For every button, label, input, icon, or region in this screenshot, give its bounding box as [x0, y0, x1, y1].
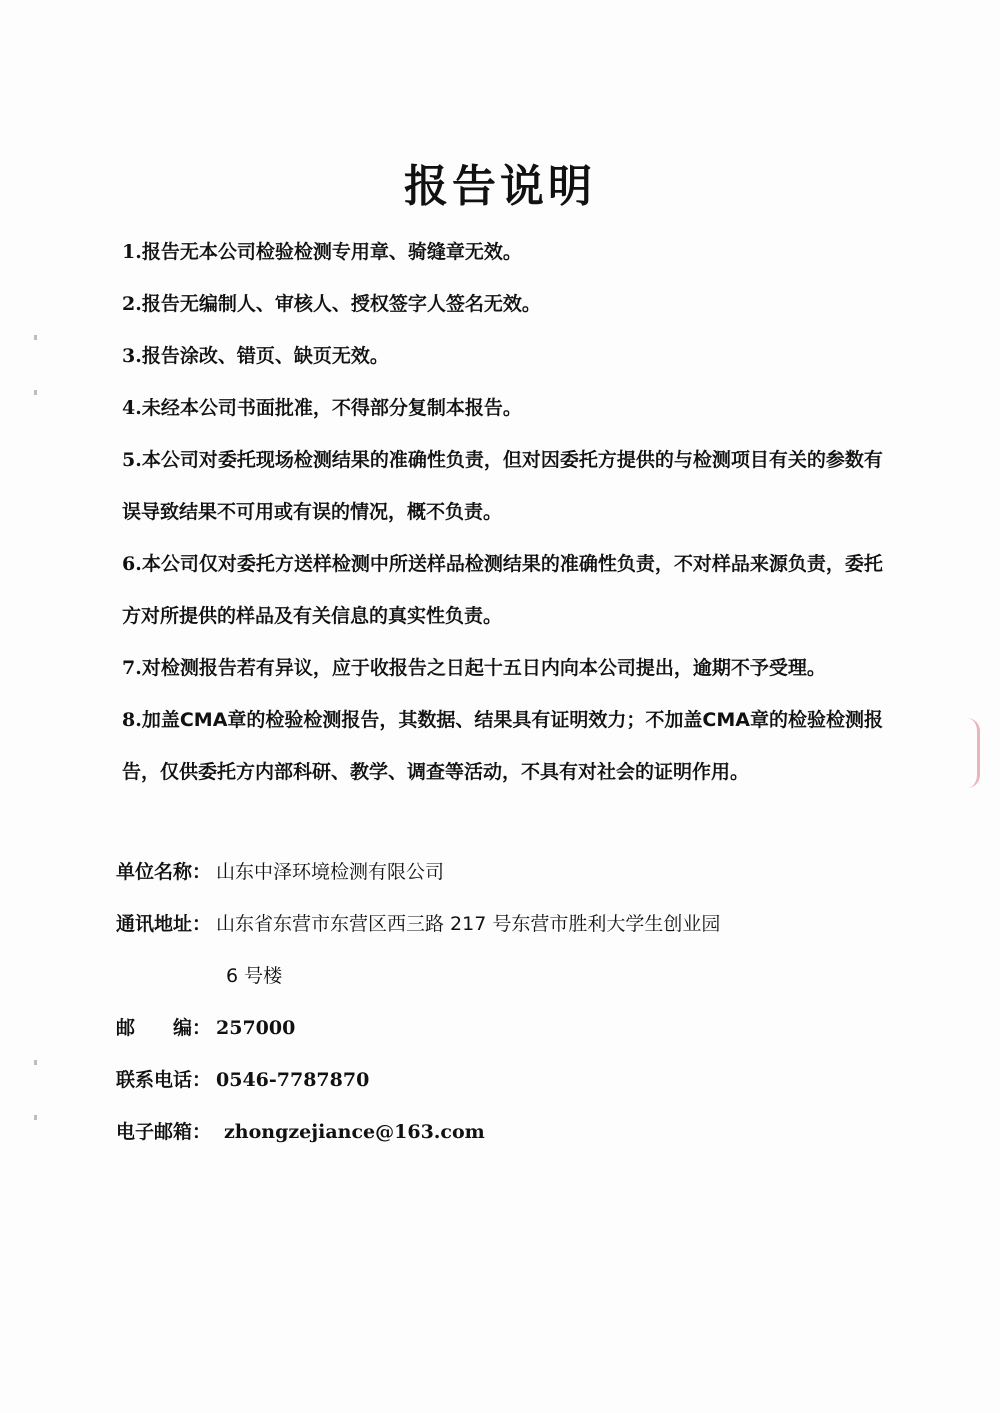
- scan-speck: [34, 1115, 37, 1120]
- note-text: 报告无本公司检验检测专用章、骑缝章无效。: [141, 241, 522, 263]
- scan-speck: [34, 335, 37, 340]
- note-number: 1.: [122, 241, 142, 263]
- email-label: 电子邮箱：: [116, 1121, 212, 1143]
- phone-row: [116, 1054, 896, 1106]
- note-text: 本公司仅对委托方送样检测中所送样品检测结果的准确性负责，不对样品来源负责，委托方对所提供的样品及有关信息的真实性负责。: [122, 553, 883, 627]
- note-item: [122, 382, 892, 434]
- company-info: [116, 846, 896, 1158]
- email-row: [116, 1106, 896, 1158]
- company-name-row: [116, 846, 896, 898]
- note-text: 报告无编制人、审核人、授权签字人签名无效。: [141, 293, 541, 315]
- note-text: 加盖CMA章的检验检测报告，其数据、结果具有证明效力；不加盖CMA章的检验检测报告，仅供委托方内部科研、教学、调查等活动，不具有对社会的证明作用。: [122, 709, 883, 783]
- note-number: 6.: [122, 553, 142, 575]
- address-row: [116, 898, 896, 950]
- note-item: [122, 330, 892, 382]
- note-item: [122, 642, 892, 694]
- note-text: 未经本公司书面批准，不得部分复制本报告。: [141, 397, 522, 419]
- page-title: 报告说明: [404, 161, 596, 212]
- note-item: [122, 226, 892, 278]
- postcode-label: 邮 编：: [116, 1017, 212, 1039]
- note-number: 4.: [122, 397, 142, 419]
- phone-label: 联系电话：: [116, 1069, 212, 1091]
- address-continuation: 6 号楼: [226, 965, 283, 987]
- seal-edge-mark: [967, 718, 980, 788]
- note-item: [122, 694, 892, 798]
- note-number: 3.: [122, 345, 142, 367]
- note-text: 报告涂改、错页、缺页无效。: [141, 345, 389, 367]
- email-value: zhongzejiance@163.com: [224, 1121, 485, 1143]
- note-item: [122, 538, 892, 642]
- company-name-label: 单位名称：: [116, 861, 212, 883]
- report-notes-list: [122, 226, 892, 798]
- note-item: [122, 278, 892, 330]
- address-label: 通讯地址：: [116, 913, 212, 935]
- address-value: 山东省东营市东营区西三路 217 号东营市胜利大学生创业园: [216, 913, 721, 935]
- company-name-value: 山东中泽环境检测有限公司: [216, 861, 445, 883]
- note-text: 本公司对委托现场检测结果的准确性负责，但对因委托方提供的与检测项目有关的参数有误导致结果不可用或有误的情况，概不负责。: [122, 449, 883, 523]
- note-number: 8.: [122, 709, 142, 731]
- postcode-row: [116, 1002, 896, 1054]
- note-number: 7.: [122, 657, 142, 679]
- note-item: [122, 434, 892, 538]
- note-number: 2.: [122, 293, 142, 315]
- scan-speck: [34, 390, 37, 395]
- note-number: 5.: [122, 449, 142, 471]
- phone-value: 0546-7787870: [216, 1069, 370, 1091]
- scan-speck: [34, 1060, 37, 1065]
- note-text: 对检测报告若有异议，应于收报告之日起十五日内向本公司提出，逾期不予受理。: [141, 657, 826, 679]
- postcode-value: 257000: [216, 1017, 296, 1039]
